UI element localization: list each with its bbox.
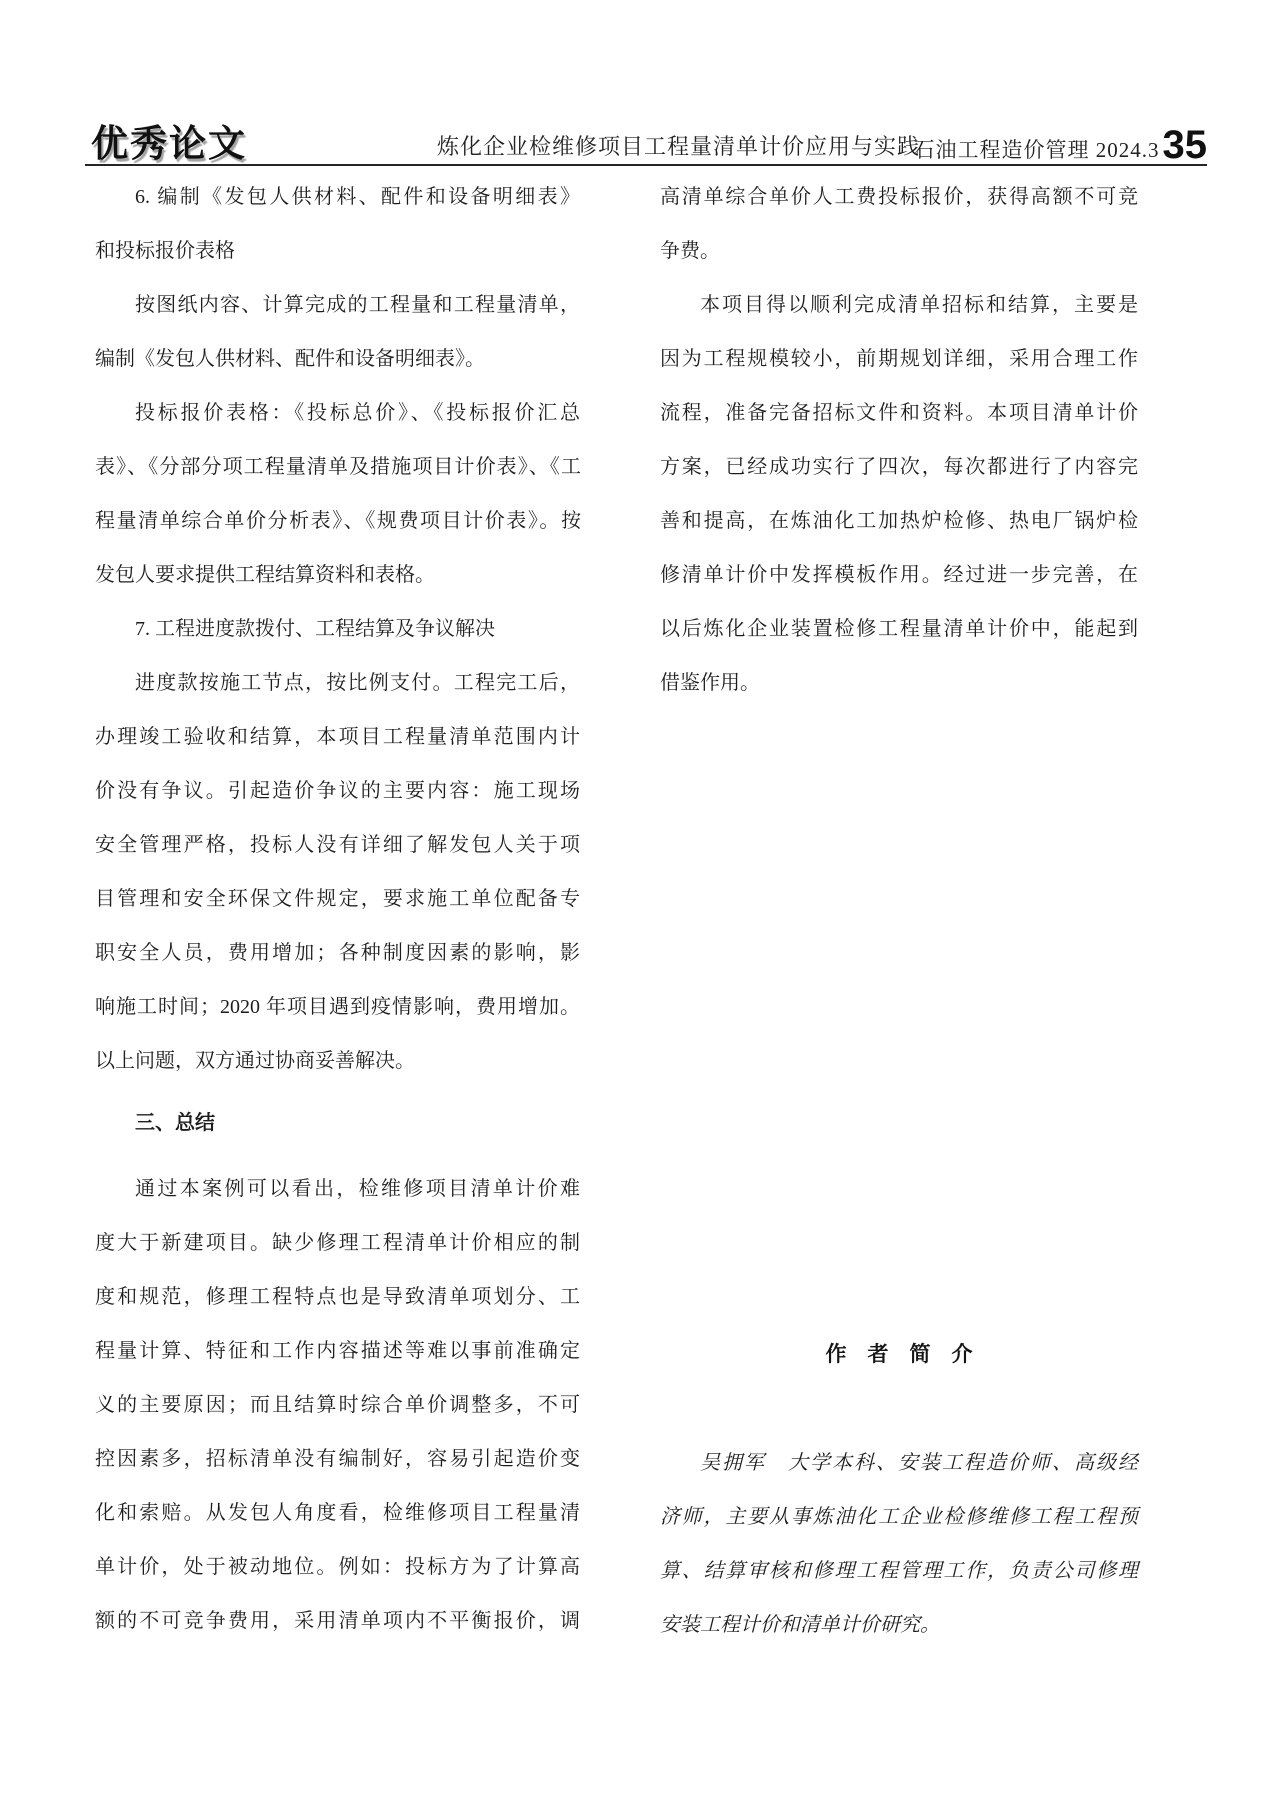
author-section-heading: 作 者 简 介 <box>825 1343 973 1366</box>
text-line: 济师，主要从事炼油化工企业检修维修工程工程预 <box>660 1506 1138 1528</box>
page-number: 35 <box>1162 123 1207 168</box>
text-line: 方案，已经成功实行了四次，每次都进行了内容完 <box>660 456 1138 478</box>
text-line: 因为工程规模较小，前期规划详细，采用合理工作 <box>660 348 1138 370</box>
text-line: 以后炼化企业装置检修工程量清单计价中，能起到 <box>660 618 1138 640</box>
text-line: 化和索赔。从发包人角度看，检维修项目工程量清 <box>95 1502 580 1524</box>
right-column <box>660 170 1138 710</box>
journal-info-block <box>913 123 1208 168</box>
journal-name: 石油工程造价管理 2024.3 <box>913 137 1160 162</box>
text-line: 程量清单综合单价分析表》、《规费项目计价表》。按 <box>95 510 580 532</box>
text-line: 义的主要原因；而且结算时综合单价调整多，不可 <box>95 1394 580 1416</box>
text-line: 善和提高，在炼油化工加热炉检修、热电厂锅炉检 <box>660 510 1138 532</box>
text-line: 办理竣工验收和结算，本项目工程量清单范围内计 <box>95 726 580 748</box>
text-line: 本项目得以顺利完成清单招标和结算，主要是 <box>700 294 1138 316</box>
text-line: 和投标报价表格 <box>95 240 235 262</box>
text-line: 吴拥军 大学本科、安装工程造价师、高级经 <box>700 1452 1138 1474</box>
text-line: 修清单计价中发挥模板作用。经过进一步完善，在 <box>660 564 1138 586</box>
text-line: 安全管理严格，投标人没有详细了解发包人关于项 <box>95 834 580 856</box>
text-line: 度和规范，修理工程特点也是导致清单项划分、工 <box>95 1286 580 1308</box>
text-line: 流程，准备完备招标文件和资料。本项目清单计价 <box>660 402 1138 424</box>
text-line: 发包人要求提供工程结算资料和表格。 <box>95 564 435 586</box>
text-line: 争费。 <box>660 240 720 262</box>
text-line: 度大于新建项目。缺少修理工程清单计价相应的制 <box>95 1232 580 1254</box>
running-title: 炼化企业检维修项目工程量清单计价应用与实践 <box>437 134 921 159</box>
text-line: 单计价，处于被动地位。例如：投标方为了计算高 <box>95 1556 580 1578</box>
text-line: 控因素多，招标清单没有编制好，容易引起造价变 <box>95 1448 580 1470</box>
text-line: 安装工程计价和清单计价研究。 <box>660 1614 940 1636</box>
text-line: 高清单综合单价人工费投标报价，获得高额不可竞 <box>660 186 1138 208</box>
text-line: 程量计算、特征和工作内容描述等难以事前准确定 <box>95 1340 580 1362</box>
text-line: 响施工时间；2020 年项目遇到疫情影响，费用增加。 <box>95 996 580 1018</box>
text-line: 目管理和安全环保文件规定，要求施工单位配备专 <box>95 888 580 910</box>
text-line: 编制《发包人供材料、配件和设备明细表》。 <box>95 348 485 370</box>
text-line: 三、总结 <box>135 1112 215 1134</box>
page-header <box>85 0 1207 166</box>
text-line: 额的不可竞争费用，采用清单项内不平衡报价，调 <box>95 1610 580 1632</box>
text-line: 6. 编制《发包人供材料、配件和设备明细表》 <box>135 186 580 208</box>
text-line: 算、结算审核和修理工程管理工作，负责公司修理 <box>660 1560 1138 1582</box>
text-line: 按图纸内容、计算完成的工程量和工程量清单， <box>135 294 580 316</box>
author-bio <box>660 1436 1138 1652</box>
text-line: 表》、《分部分项工程量清单及措施项目计价表》、《工 <box>95 456 580 478</box>
text-line: 进度款按施工节点，按比例支付。工程完工后， <box>135 672 580 694</box>
journal-section-label: 优秀论文 <box>91 123 247 164</box>
text-line: 投标报价表格：《投标总价》、《投标报价汇总 <box>135 402 580 424</box>
text-line: 职安全人员，费用增加；各种制度因素的影响，影 <box>95 942 580 964</box>
text-line: 通过本案例可以看出，检维修项目清单计价难 <box>135 1178 580 1200</box>
text-line: 价没有争议。引起造价争议的主要内容：施工现场 <box>95 780 580 802</box>
author-section <box>660 1328 1138 1652</box>
left-column <box>95 170 580 1648</box>
text-line: 借鉴作用。 <box>660 672 760 694</box>
text-line: 7. 工程进度款拨付、工程结算及争议解决 <box>135 618 495 640</box>
text-line: 以上问题，双方通过协商妥善解决。 <box>95 1050 415 1072</box>
